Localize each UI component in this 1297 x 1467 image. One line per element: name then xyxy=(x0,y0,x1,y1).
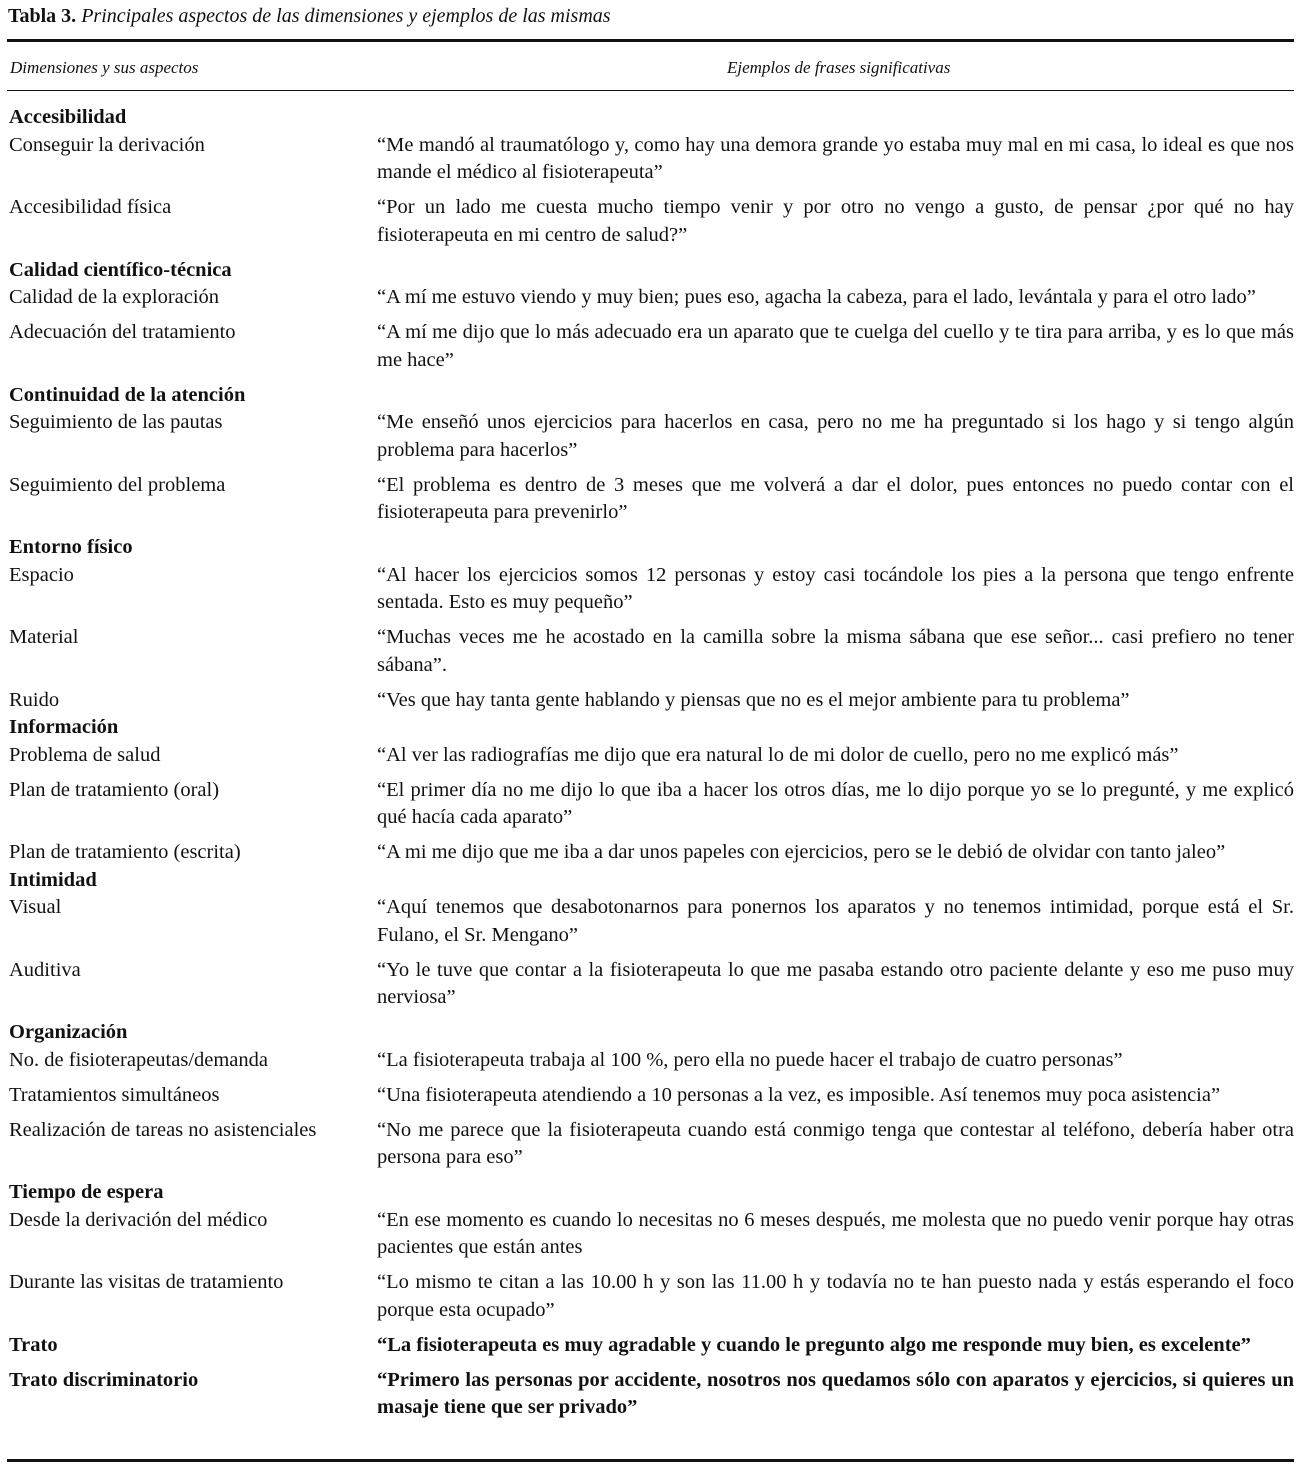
example-quote: “En ese momento es cuando lo necesitas no 6 meses después, me molesta que no puedo venir porque hay otras pacientes que están antes xyxy=(377,1208,1294,1258)
example-quote: “El problema es dentro de 3 meses que me volverá a dar el dolor, pues entonces no puedo contar con el fisioterapeuta para prevenirlo” xyxy=(377,473,1294,523)
dimension-name: Calidad científico-técnica xyxy=(9,258,232,281)
aspect-name: Durante las visitas de tratamiento xyxy=(9,1271,284,1293)
aspect-row xyxy=(0,1269,1297,1332)
aspect-name: Material xyxy=(9,626,79,648)
dimension-row xyxy=(0,1332,1297,1367)
dimension-name: Trato xyxy=(9,1333,58,1356)
aspect-row xyxy=(0,1117,1297,1180)
dimension-row xyxy=(0,1179,1297,1207)
aspect-row xyxy=(0,132,1297,195)
aspect-row xyxy=(0,409,1297,472)
aspect-row xyxy=(0,839,1297,867)
aspect-name: Plan de tratamiento (oral) xyxy=(9,778,220,801)
aspect-name: Realización de tareas no asistenciales xyxy=(9,1118,317,1141)
example-quote: “Primero las personas por accidente, nosotros nos quedamos sólo con aparatos y ejercicios, si quieres un masaje tiene que ser privado” xyxy=(377,1368,1294,1418)
table-caption xyxy=(8,3,611,29)
example-quote: “La fisioterapeuta es muy agradable y cuando le pregunto algo me responde muy bien, es excelente” xyxy=(377,1333,1251,1356)
aspect-row xyxy=(0,194,1297,257)
example-quote: “No me parece que la fisioterapeuta cuando está conmigo tenga que contestar al teléfono, debería haber otra persona para eso” xyxy=(377,1118,1294,1168)
aspect-row xyxy=(0,687,1297,715)
example-quote: “Una fisioterapeuta atendiendo a 10 personas a la vez, es imposible. Así tenemos muy poca asistencia” xyxy=(377,1083,1221,1106)
aspect-row xyxy=(0,1207,1297,1270)
example-quote: “Al hacer los ejercicios somos 12 personas y estoy casi tocándole los pies a la persona que tengo enfrente sentada. Esto es muy pequeño” xyxy=(377,563,1294,613)
dimension-name: Trato discriminatorio xyxy=(9,1368,199,1391)
dimension-row xyxy=(0,867,1297,895)
column-header-dimension: Dimensiones y sus aspectos xyxy=(10,58,199,77)
dimension-name: Continuidad de la atención xyxy=(9,383,246,406)
aspect-row xyxy=(0,319,1297,382)
top-rule xyxy=(7,39,1294,42)
dimension-row xyxy=(0,257,1297,285)
example-quote: “El primer día no me dijo lo que iba a hacer los otros días, me lo dijo porque yo se lo pregunté, y me explicó qué hacía cada aparato” xyxy=(377,778,1294,828)
aspect-row xyxy=(0,957,1297,1020)
aspect-name: Adecuación del tratamiento xyxy=(9,321,236,343)
dimension-name: Organización xyxy=(9,1021,128,1043)
aspect-name: Problema de salud xyxy=(9,743,161,766)
aspect-name: Auditiva xyxy=(9,958,81,981)
dimension-name: Intimidad xyxy=(9,868,97,891)
aspect-row xyxy=(0,742,1297,777)
example-quote: “Muchas veces me he acostado en la camilla sobre la misma sábana que ese señor... casi prefiero no tener sábana”. xyxy=(377,626,1294,676)
aspect-name: Ruido xyxy=(9,688,60,711)
example-quote: “Aquí tenemos que desabotonarnos para ponernos los aparatos y no tenemos intimidad, porque está el Sr. Fulano, el Sr. Mengano” xyxy=(377,896,1294,946)
aspect-name: Conseguir la derivación xyxy=(9,133,205,156)
example-quote: “La fisioterapeuta trabaja al 100 %, pero ella no puede hacer el trabajo de cuatro personas” xyxy=(377,1048,1123,1071)
dimension-row xyxy=(0,534,1297,562)
aspect-name: Tratamientos simultáneos xyxy=(9,1083,220,1106)
aspect-name: Visual xyxy=(9,896,62,918)
example-quote: “Me enseñó unos ejercicios para hacerlos en casa, pero no me ha preguntado si los hago y si tengo algún problema para hacerlos” xyxy=(377,411,1294,461)
aspect-row xyxy=(0,472,1297,535)
table-caption-label: Tabla 3. xyxy=(8,5,77,27)
example-quote: “A mí me dijo que lo más adecuado era un aparato que te cuelga del cuello y te tira para arriba, y es lo que más me hace” xyxy=(377,321,1294,371)
dimension-row xyxy=(0,382,1297,410)
example-quote: “Por un lado me cuesta mucho tiempo venir y por otro no vengo a gusto, de pensar ¿por qué no hay fisioterapeuta en mi centro de salud?” xyxy=(377,196,1294,246)
dimension-row xyxy=(0,1019,1297,1047)
table-body xyxy=(0,104,1297,1422)
example-quote: “Al ver las radiografías me dijo que era natural lo de mi dolor de cuello, pero no me explicó más” xyxy=(377,743,1179,766)
column-header-example: Ejemplos de frases significativas xyxy=(727,58,951,77)
dimension-name: Entorno físico xyxy=(9,536,133,558)
aspect-name: Seguimiento del problema xyxy=(9,473,226,496)
dimension-row xyxy=(0,714,1297,742)
aspect-name: Desde la derivación del médico xyxy=(9,1208,268,1231)
dimension-row xyxy=(0,1367,1297,1422)
aspect-row xyxy=(0,1047,1297,1082)
dimension-name: Tiempo de espera xyxy=(9,1181,164,1203)
aspect-name: No. de fisioterapeutas/demanda xyxy=(9,1048,269,1071)
example-quote: “A mí me estuvo viendo y muy bien; pues eso, agacha la cabeza, para el lado, levántala y para el otro lado” xyxy=(377,286,1256,308)
aspect-row xyxy=(0,777,1297,840)
aspect-name: Accesibilidad física xyxy=(9,196,172,218)
aspect-row xyxy=(0,284,1297,319)
table-caption-title: Principales aspectos de las dimensiones y ejemplos de las mismas xyxy=(81,5,611,27)
aspect-name: Plan de tratamiento (escrita) xyxy=(9,841,241,863)
header-rule xyxy=(7,90,1294,91)
aspect-row xyxy=(0,1082,1297,1117)
aspect-name: Calidad de la exploración xyxy=(9,286,220,308)
dimension-name: Accesibilidad xyxy=(9,106,127,128)
aspect-row xyxy=(0,624,1297,687)
aspect-name: Espacio xyxy=(9,563,74,586)
aspect-row xyxy=(0,894,1297,957)
bottom-rule xyxy=(7,1459,1294,1462)
example-quote: “A mi me dijo que me iba a dar unos papeles con ejercicios, pero se le debió de olvidar con tanto jaleo” xyxy=(377,841,1226,863)
aspect-row xyxy=(0,562,1297,625)
aspect-name: Seguimiento de las pautas xyxy=(9,411,223,433)
dimension-name: Información xyxy=(9,716,119,738)
example-quote: “Yo le tuve que contar a la fisioterapeuta lo que me pasaba estando otro paciente delante y eso me puso muy nerviosa” xyxy=(377,958,1294,1008)
example-quote: “Ves que hay tanta gente hablando y piensas que no es el mejor ambiente para tu problema” xyxy=(377,688,1130,711)
example-quote: “Lo mismo te citan a las 10.00 h y son las 11.00 h y todavía no te han puesto nada y estás esperando el foco porque esta ocupado” xyxy=(377,1271,1294,1321)
dimension-row xyxy=(0,104,1297,132)
example-quote: “Me mandó al traumatólogo y, como hay una demora grande yo estaba muy mal en mi casa, lo ideal es que nos mande el médico al fisioterapeuta” xyxy=(377,133,1294,183)
